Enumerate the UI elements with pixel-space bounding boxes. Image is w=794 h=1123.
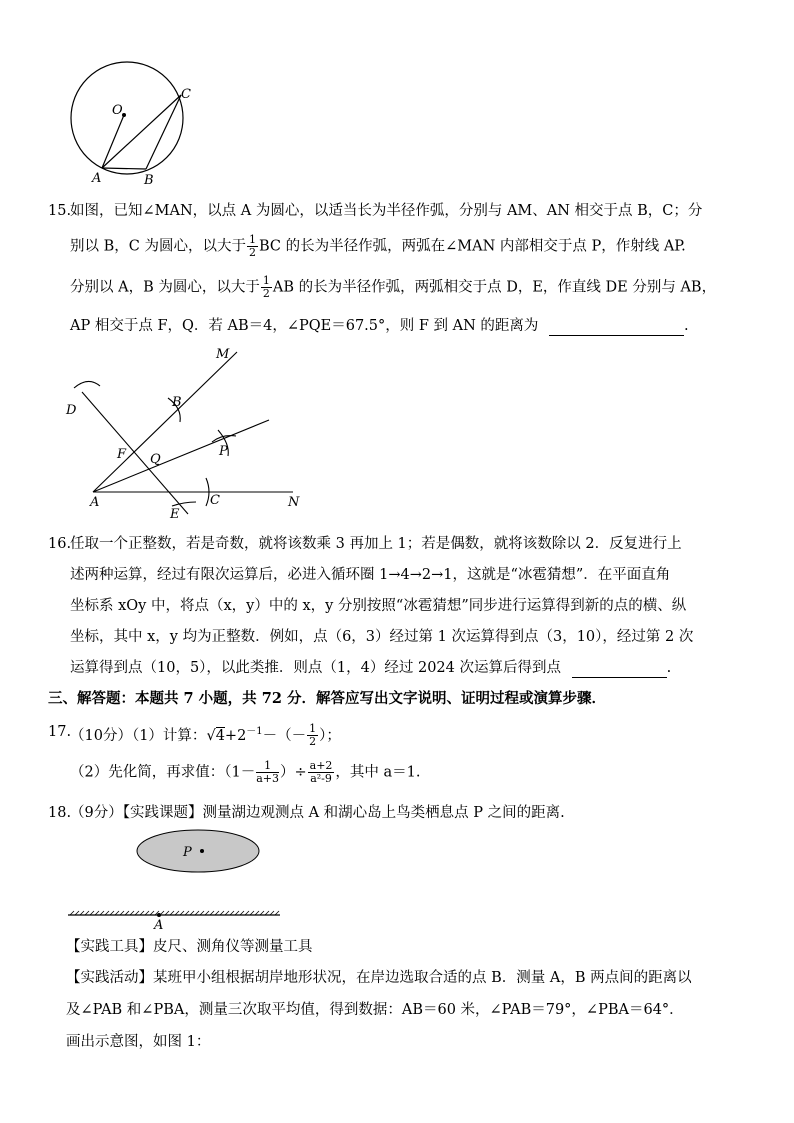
fraction-half-2: $\frac{1}{2}$ bbox=[262, 274, 270, 300]
fraction-half: $\frac{1}{2}$ bbox=[248, 233, 256, 259]
q16-line3: 坐标系 xOy 中，将点（x，y）中的 x，y 分别按照“冰雹猜想”同步进行运算得到新的点的横、纵 bbox=[70, 598, 687, 614]
label-c: C bbox=[181, 87, 191, 102]
label-a2: A bbox=[90, 495, 100, 510]
q18-activity3: 画出示意图，如图 1： bbox=[66, 1034, 211, 1050]
q18-line1: （9分）【实践课题】测量湖边观测点 A 和湖心岛上鸟类栖息点 P 之间的距离. bbox=[70, 805, 565, 821]
label-c2: C bbox=[210, 493, 220, 508]
label-a: A bbox=[92, 171, 102, 186]
q16-line5: 运算得到点（10，5），以此类推．则点（1，4）经过 2024 次运算后得到点 . bbox=[70, 660, 672, 676]
chord-ab bbox=[102, 168, 146, 169]
q15-line3-a: 分别以 A，B 为圆心，以大于 bbox=[70, 279, 260, 296]
q18-tools: 【实践工具】皮尺、测角仪等测量工具 bbox=[66, 939, 313, 955]
radius-oa bbox=[102, 115, 124, 168]
q16-line2: 述两种运算，经过有限次运算后，必进入循环圈 1→4→2→1，这就是“冰雹猜想”．在平面直角 bbox=[70, 567, 671, 583]
q15-line2-b: BC 的长为半径作弧，两弧在∠MAN 内部相交于点 P，作射线 AP. bbox=[258, 238, 686, 255]
circle bbox=[71, 62, 183, 174]
chord-bc bbox=[146, 95, 181, 169]
fraction-neg-half: $\frac{1}{2}$ bbox=[309, 722, 317, 749]
label-b: B bbox=[144, 173, 154, 188]
label-n: N bbox=[288, 495, 300, 510]
sqrt-symbol: √ bbox=[206, 727, 216, 744]
fraction-a2-over-a29: $\frac{a+2}{\text{a²-9}}$ bbox=[309, 759, 333, 785]
ray-am bbox=[93, 352, 237, 492]
q18-number: 18. bbox=[48, 805, 72, 821]
exponent: －1 bbox=[246, 726, 263, 737]
q15-line2 bbox=[70, 234, 686, 259]
q15-line4-text: AP 相交于点 F，Q．若 AB＝4，∠PQE＝67.5°，则 F 到 AN 的距离为 bbox=[70, 318, 539, 334]
label-p: P bbox=[219, 444, 228, 459]
island-label: P bbox=[183, 845, 192, 860]
q17-part2: （2）先化简，再求值：（1－ $\frac{1}{a+3}$ ）÷ $\frac{a+2}{\text{a²-9}}$ ，其中 a＝1. bbox=[70, 759, 421, 785]
arc-d bbox=[74, 381, 100, 388]
q17-part1: （10分）（1）计算：$√4+2^{-1}-(-$ $\frac{1}{2}$ ）； bbox=[70, 722, 341, 749]
island bbox=[137, 830, 259, 872]
q15-line4: AP 相交于点 F，Q．若 AB＝4，∠PQE＝67.5°，则 F 到 AN 的距离为 . bbox=[70, 318, 689, 334]
q15-line3-b: AB 的长为半径作弧，两弧相交于点 D，E，作直线 DE 分别与 AB， bbox=[272, 279, 717, 296]
answer-blank-15[interactable] bbox=[549, 321, 684, 336]
label-e: E bbox=[170, 507, 180, 522]
q18-activity2: 及∠PAB 和∠PBA，测量三次取平均值，得到数据：AB＝60 米，∠PAB＝79°，∠PBA＝64°． bbox=[66, 1002, 684, 1018]
arc-e bbox=[172, 502, 196, 506]
q15-number: 15. bbox=[48, 203, 72, 219]
q16-line1: 任取一个正整数，若是奇数，就将该数乘 3 再加上 1；若是偶数，就将该数除以 2．反复进行上 bbox=[70, 536, 682, 552]
angle-figure bbox=[60, 340, 310, 525]
label-b2: B bbox=[172, 395, 182, 410]
section-3-heading: 三、解答题：本题共 7 小题，共 72 分．解答应写出文字说明、证明过程或演算步骤． bbox=[48, 690, 606, 707]
sqrt-argument: 4 bbox=[215, 727, 225, 744]
q15-line3 bbox=[70, 275, 716, 300]
q15-line1: 如图，已知∠MAN，以点 A 为圆心，以适当长为半径作弧，分别与 AM、AN 相交于点 B，C；分 bbox=[70, 203, 703, 219]
point-a bbox=[157, 913, 161, 917]
q16-line4: 坐标，其中 x，y 均为正整数．例如，点（6，3）经过第 1 次运算得到点（3，10），经过第 2 次 bbox=[70, 629, 694, 645]
answer-blank-16[interactable] bbox=[572, 663, 667, 678]
label-q: Q bbox=[150, 452, 161, 467]
circle-figure bbox=[55, 60, 205, 190]
label-f: F bbox=[117, 447, 127, 462]
q18-activity1: 【实践活动】某班甲小组根据胡岸地形状况，在岸边选取合适的点 B．测量 A，B 两点间的距离以 bbox=[66, 970, 692, 986]
label-o: O bbox=[112, 103, 123, 118]
label-d: D bbox=[66, 403, 77, 418]
q16-number: 16. bbox=[48, 536, 72, 552]
fraction-1-over-a3: $\frac{1}{a+3}$ bbox=[256, 759, 279, 785]
label-m: M bbox=[216, 347, 230, 362]
q17-number: 17. bbox=[48, 724, 72, 740]
q15-line2-a: 别以 B，C 为圆心，以大于 bbox=[70, 238, 246, 255]
lake-figure bbox=[60, 825, 290, 935]
shore-label: A bbox=[154, 918, 164, 933]
point-p bbox=[200, 849, 204, 853]
